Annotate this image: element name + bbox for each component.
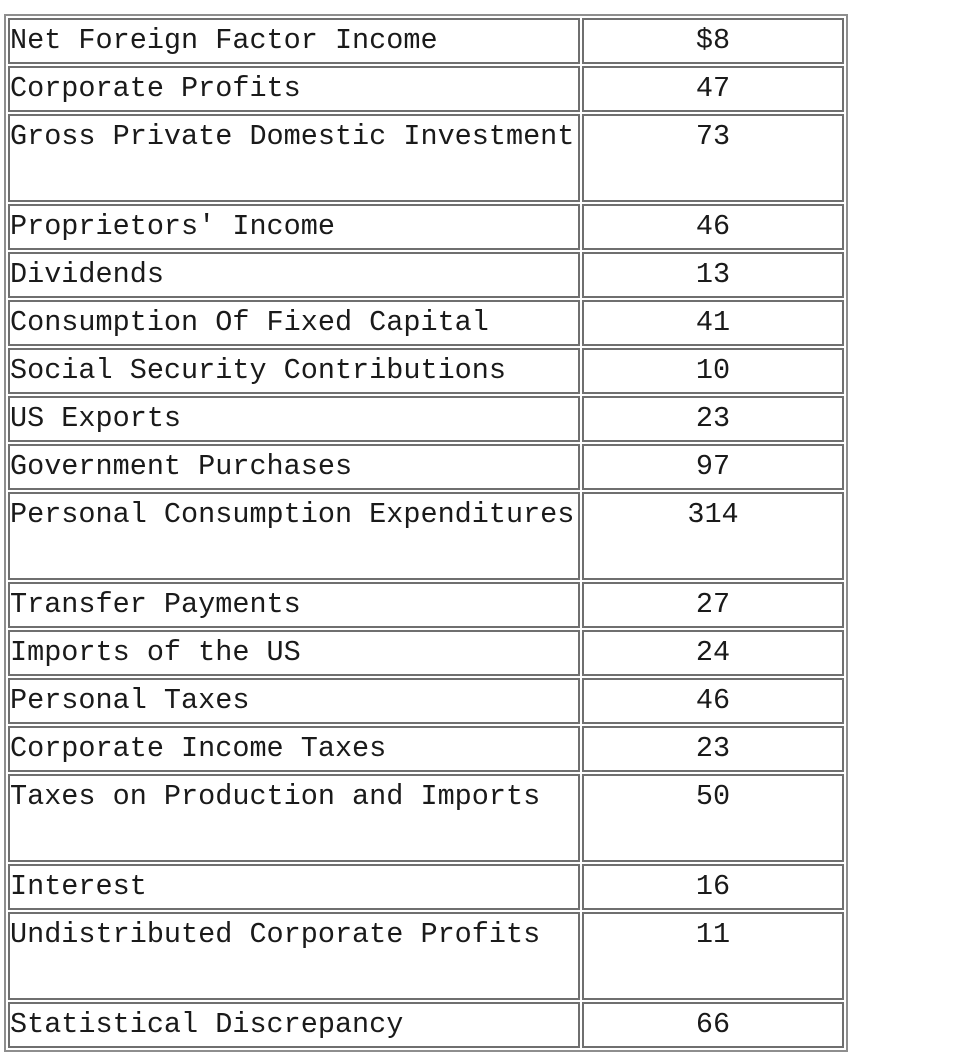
item-value: 46	[582, 678, 844, 724]
table-row	[8, 204, 844, 250]
table-row	[8, 444, 844, 490]
item-label: Social Security Contributions	[8, 348, 580, 394]
item-value: 97	[582, 444, 844, 490]
item-value: 47	[582, 66, 844, 112]
item-value: 13	[582, 252, 844, 298]
item-value: 73	[582, 114, 844, 202]
table-row	[8, 18, 844, 64]
table-row	[8, 396, 844, 442]
item-label: Dividends	[8, 252, 580, 298]
item-label: Gross Private Domestic Investment	[8, 114, 580, 202]
item-value: 27	[582, 582, 844, 628]
item-label: Interest	[8, 864, 580, 910]
item-value: 41	[582, 300, 844, 346]
item-value: 50	[582, 774, 844, 862]
item-value: 11	[582, 912, 844, 1000]
table-row	[8, 492, 844, 580]
item-label: Personal Consumption Expenditures	[8, 492, 580, 580]
item-label: US Exports	[8, 396, 580, 442]
table-row	[8, 1002, 844, 1048]
item-value: 46	[582, 204, 844, 250]
table-row	[8, 300, 844, 346]
item-value: 10	[582, 348, 844, 394]
item-value: $8	[582, 18, 844, 64]
table-row	[8, 864, 844, 910]
table-row	[8, 630, 844, 676]
table-row	[8, 348, 844, 394]
table-row	[8, 66, 844, 112]
national-income-table	[4, 14, 848, 1052]
item-value: 16	[582, 864, 844, 910]
item-label: Proprietors' Income	[8, 204, 580, 250]
table-row	[8, 678, 844, 724]
item-value: 66	[582, 1002, 844, 1048]
item-label: Undistributed Corporate Profits	[8, 912, 580, 1000]
item-value: 23	[582, 396, 844, 442]
item-value: 24	[582, 630, 844, 676]
table-row	[8, 774, 844, 862]
table-row	[8, 912, 844, 1000]
item-label: Consumption Of Fixed Capital	[8, 300, 580, 346]
item-label: Statistical Discrepancy	[8, 1002, 580, 1048]
item-label: Corporate Income Taxes	[8, 726, 580, 772]
item-label: Transfer Payments	[8, 582, 580, 628]
table-row	[8, 726, 844, 772]
item-label: Taxes on Production and Imports	[8, 774, 580, 862]
item-label: Corporate Profits	[8, 66, 580, 112]
item-value: 314	[582, 492, 844, 580]
table-row	[8, 582, 844, 628]
item-label: Net Foreign Factor Income	[8, 18, 580, 64]
item-label: Imports of the US	[8, 630, 580, 676]
item-label: Government Purchases	[8, 444, 580, 490]
table-row	[8, 252, 844, 298]
item-label: Personal Taxes	[8, 678, 580, 724]
item-value: 23	[582, 726, 844, 772]
table-row	[8, 114, 844, 202]
national-income-table-container	[4, 14, 848, 1052]
